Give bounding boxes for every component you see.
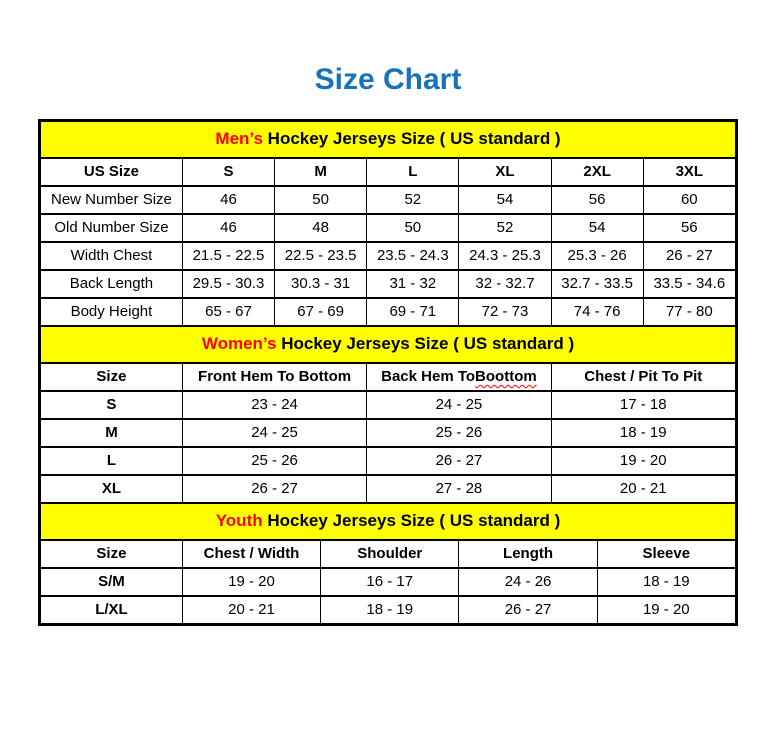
mens-value-cell: 46: [182, 187, 274, 213]
youth-value-cell: 16 - 17: [320, 569, 458, 595]
misspelled-word: Boottom: [475, 368, 537, 385]
womens-table-row: [41, 474, 735, 502]
mens-value-cell: 21.5 - 22.5: [182, 243, 274, 269]
mens-column-header: S: [182, 159, 274, 185]
mens-value-cell: 54: [551, 215, 643, 241]
youth-column-header: Chest / Width: [182, 541, 320, 567]
mens-column-header: 3XL: [643, 159, 735, 185]
youth-table-row: [41, 595, 735, 623]
mens-column-header: M: [274, 159, 366, 185]
youth-column-header: Length: [458, 541, 596, 567]
womens-value-cell: 18 - 19: [551, 420, 735, 446]
youth-table-row: [41, 567, 735, 595]
mens-value-cell: 48: [274, 215, 366, 241]
womens-value-cell: 24 - 25: [182, 420, 366, 446]
mens-value-cell: 54: [458, 187, 550, 213]
mens-value-cell: 50: [274, 187, 366, 213]
youth-column-header: Size: [96, 545, 127, 562]
mens-value-cell: 56: [643, 215, 735, 241]
mens-value-cell: 23.5 - 24.3: [366, 243, 458, 269]
mens-table-row: [41, 241, 735, 269]
mens-table-row: [41, 269, 735, 297]
youth-band-accent-text: Youth: [215, 511, 263, 530]
youth-value-cell: 18 - 19: [597, 569, 735, 595]
mens-value-cell: 22.5 - 23.5: [274, 243, 366, 269]
womens-value-cell: 26 - 27: [182, 476, 366, 502]
mens-value-cell: 67 - 69: [274, 299, 366, 325]
womens-value-cell: 23 - 24: [182, 392, 366, 418]
mens-value-cell: 77 - 80: [643, 299, 735, 325]
mens-value-cell: 32.7 - 33.5: [551, 271, 643, 297]
mens-value-cell: 74 - 76: [551, 299, 643, 325]
youth-column-header: Shoulder: [320, 541, 458, 567]
mens-table-row: [41, 213, 735, 241]
youth-row-label: S/M: [98, 573, 125, 590]
womens-column-header: Front Hem To Bottom: [182, 364, 366, 390]
youth-value-cell: 19 - 20: [597, 597, 735, 623]
mens-value-cell: 52: [366, 187, 458, 213]
mens-row-label: Old Number Size: [54, 219, 169, 236]
mens-header-row: [41, 157, 735, 185]
youth-column-header: Sleeve: [597, 541, 735, 567]
youth-band-title-text: Hockey Jerseys Size ( US standard ): [262, 511, 561, 530]
mens-value-cell: 56: [551, 187, 643, 213]
size-chart-table: [38, 119, 738, 626]
mens-value-cell: 65 - 67: [182, 299, 274, 325]
page-title: Size Chart: [314, 63, 462, 96]
mens-row-label: Width Chest: [70, 247, 153, 264]
mens-value-cell: 25.3 - 26: [551, 243, 643, 269]
mens-band-title-text: Hockey Jerseys Size ( US standard ): [262, 129, 561, 148]
mens-band-accent-text: Men’s: [215, 129, 263, 148]
womens-table-row: [41, 446, 735, 474]
womens-value-cell: 19 - 20: [551, 448, 735, 474]
mens-table-row: [41, 185, 735, 213]
womens-header-row: [41, 362, 735, 390]
youth-header-row: [41, 539, 735, 567]
womens-value-cell: 20 - 21: [551, 476, 735, 502]
mens-value-cell: 29.5 - 30.3: [182, 271, 274, 297]
youth-value-cell: 20 - 21: [182, 597, 320, 623]
mens-value-cell: 72 - 73: [458, 299, 550, 325]
womens-table-row: [41, 390, 735, 418]
mens-row-label: Back Length: [69, 275, 154, 292]
youth-section-band: [41, 502, 735, 539]
womens-row-label: S: [106, 396, 117, 413]
womens-row-label: XL: [101, 480, 122, 497]
womens-value-cell: 25 - 26: [182, 448, 366, 474]
womens-value-cell: 27 - 28: [366, 476, 550, 502]
womens-section-band: [41, 325, 735, 362]
youth-row-label: L/XL: [95, 601, 128, 618]
womens-table-row: [41, 418, 735, 446]
mens-value-cell: 52: [458, 215, 550, 241]
mens-value-cell: 60: [643, 187, 735, 213]
mens-column-header: L: [366, 159, 458, 185]
womens-column-header: Back Hem To Boottom: [366, 364, 550, 390]
mens-table-row: [41, 297, 735, 325]
womens-value-cell: 26 - 27: [366, 448, 550, 474]
mens-value-cell: 50: [366, 215, 458, 241]
youth-value-cell: 24 - 26: [458, 569, 596, 595]
mens-value-cell: 69 - 71: [366, 299, 458, 325]
mens-section-band: [41, 122, 735, 157]
mens-value-cell: 30.3 - 31: [274, 271, 366, 297]
womens-column-header: Chest / Pit To Pit: [551, 364, 735, 390]
mens-value-cell: 33.5 - 34.6: [643, 271, 735, 297]
mens-row-label: Body Height: [70, 303, 153, 320]
womens-row-label: L: [106, 452, 117, 469]
womens-value-cell: 17 - 18: [551, 392, 735, 418]
womens-row-label: M: [105, 424, 118, 441]
mens-value-cell: 32 - 32.7: [458, 271, 550, 297]
page: [0, 64, 776, 626]
mens-value-cell: 24.3 - 25.3: [458, 243, 550, 269]
youth-value-cell: 19 - 20: [182, 569, 320, 595]
youth-value-cell: 18 - 19: [320, 597, 458, 623]
mens-column-header: US Size: [83, 163, 139, 180]
womens-column-header: Size: [96, 368, 127, 385]
womens-value-cell: 25 - 26: [366, 420, 550, 446]
mens-column-header: 2XL: [551, 159, 643, 185]
mens-value-cell: 31 - 32: [366, 271, 458, 297]
womens-value-cell: 24 - 25: [366, 392, 550, 418]
mens-value-cell: 26 - 27: [643, 243, 735, 269]
womens-band-accent-text: Women’s: [201, 334, 277, 353]
mens-column-header: XL: [458, 159, 550, 185]
womens-band-title-text: Hockey Jerseys Size ( US standard ): [276, 334, 575, 353]
youth-value-cell: 26 - 27: [458, 597, 596, 623]
mens-row-label: New Number Size: [51, 191, 172, 208]
mens-value-cell: 46: [182, 215, 274, 241]
